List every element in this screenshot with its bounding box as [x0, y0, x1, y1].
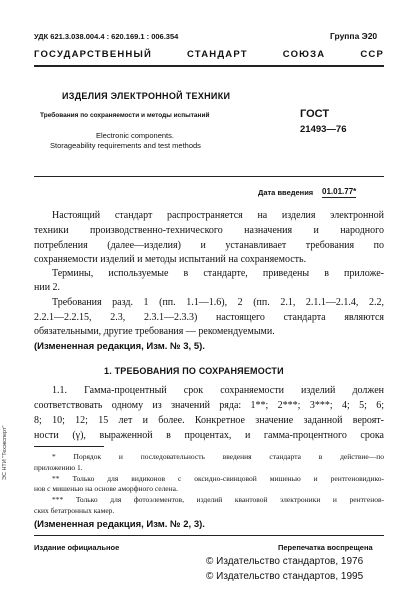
- section1-p1-line-3: 8; 10; 12; 15 лет и более. Конкретное значение заданной вероят-: [34, 415, 384, 426]
- title-rule: [34, 176, 384, 177]
- amendment-note-1: (Измененная редакция, Изм. № 3, 5).: [34, 341, 205, 352]
- intro-date-value: 01.01.77*: [322, 187, 357, 196]
- reprint-prohibited: Перепечатка воспрещена: [278, 543, 373, 552]
- footnote-2-line-1: ** Только для видиконов с оксидно-свинцовой мишенью и рентгеновидико-: [52, 474, 384, 483]
- intro-p2-line-1: Термины, используемые в стандарте, приведены в приложе-: [52, 268, 384, 279]
- section1-p1-line-4: ности (γ), выраженной в процентах, и гамма-процентного срока: [34, 430, 384, 441]
- intro-p3-line-2: 2.2.1—2.2.15, 2.3, 2.3.1—2.3.3) настоящего стандарта являются: [34, 312, 384, 323]
- intro-p1-line-4: сохраняемости изделий и методы испытаний на сохраняемость.: [34, 254, 307, 265]
- official-edition: Издание официальное: [34, 543, 120, 552]
- standard-banner: ГОСУДАРСТВЕННЫЙ СТАНДАРТ СОЮЗА ССР: [34, 49, 384, 60]
- document-title: ИЗДЕЛИЯ ЭЛЕКТРОННОЙ ТЕХНИКИ: [62, 91, 231, 101]
- footnote-1-line-2: приложению 1.: [34, 463, 83, 472]
- footnote-1-line-1: * Порядок и последовательность введения стандарта в действие—по: [52, 452, 384, 461]
- side-stamp: ЭС НТИ "Техэксперт": [2, 425, 8, 480]
- document-subtitle: Требования по сохраняемости и методы испытаний: [40, 112, 210, 119]
- header-rule: [34, 65, 384, 67]
- copyright-1976: © Издательство стандартов, 1976: [206, 556, 364, 567]
- udk-code: УДК 621.3.038.004.4 : 620.169.1 : 006.354: [34, 32, 179, 41]
- amendment-note-2: (Измененная редакция, Изм. № 2, 3).: [34, 519, 205, 530]
- title-english-2: Storageability requirements and test methods: [50, 141, 201, 150]
- gost-label: ГОСТ: [300, 108, 330, 120]
- intro-p1-line-2: техники производственно-технического назначения и народного: [34, 225, 384, 236]
- intro-p1-line-1: Настоящий стандарт распространяется на изделия электронной: [52, 210, 384, 221]
- footer-rule: [34, 535, 384, 536]
- section1-p1-line-1: 1.1. Гамма-процентный срок сохраняемости изделий должен: [52, 385, 384, 396]
- footnote-2-line-2: нов с мишенью на основе аморфного селена.: [34, 484, 178, 493]
- intro-date-label: Дата введения: [258, 188, 314, 197]
- section1-p1-line-2: соответствовать одному из значений ряда: 1**; 2***; 3***; 4; 5; 6;: [34, 400, 384, 411]
- footnote-3-line-2: ских бетатронных камер.: [34, 506, 115, 515]
- gost-number: 21493—76: [300, 124, 347, 135]
- intro-p2-line-2: нии 2.: [34, 282, 61, 293]
- copyright-1995: © Издательство стандартов, 1995: [206, 571, 364, 582]
- intro-p3-line-3: обязательными, другие требования — рекомендуемыми.: [34, 326, 275, 337]
- intro-p3-line-1: Требования разд. 1 (пп. 1.1—1.6), 2 (пп. 2.1, 2.1.1—2.1.4, 2.2,: [52, 297, 384, 308]
- footnote-rule: [34, 446, 104, 447]
- section-heading: 1. ТРЕБОВАНИЯ ПО СОХРАНЯЕМОСТИ: [104, 366, 284, 376]
- footnote-3-line-1: *** Только для фотоэлементов, изделий квантовой электроники и рентгенов-: [52, 495, 384, 504]
- title-english-1: Electronic components.: [96, 131, 174, 140]
- group-code: Группа Э20: [330, 31, 378, 41]
- intro-p1-line-3: потребления (далее—изделия) и устанавливает требования по: [34, 240, 384, 251]
